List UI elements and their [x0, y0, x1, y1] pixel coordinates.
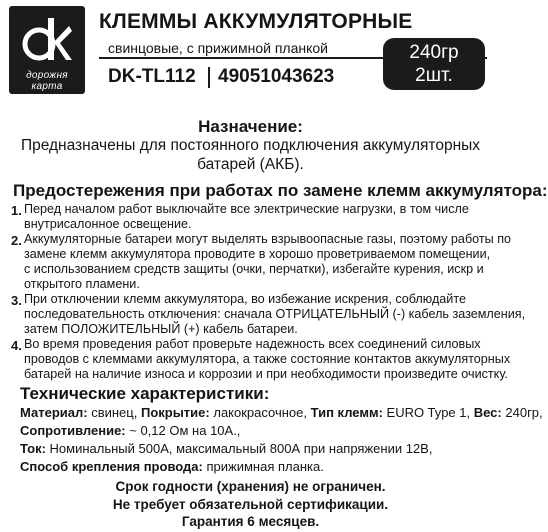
precautions-heading: Предостережения при работах по замене клемм аккумулятора:: [13, 181, 548, 200]
certification-note: Не требует обязательной сертификации.: [112, 497, 389, 512]
precaution-line: последовательность отключения: сначала ОТРИЦАТЕЛЬНЫЙ (-) кабель заземления,: [24, 307, 526, 321]
dk-monogram-icon: [21, 16, 73, 64]
spec-value: EURO Type 1,: [386, 405, 471, 420]
precaution-line: открытого пламени.: [24, 277, 140, 291]
article-number: 49051043623: [218, 66, 335, 87]
spec-value: ~ 0,12 Ом на 10А.,: [129, 423, 241, 438]
spec-label: Ток:: [20, 441, 46, 456]
spec-value: лакокрасочное,: [213, 405, 307, 420]
spec-label: Материал:: [20, 405, 88, 420]
precaution-line: замене клемм аккумулятора проводите в хорошо проветриваемом помещении,: [24, 247, 491, 261]
warranty-note: Гарантия 6 месяцев.: [181, 514, 320, 529]
spec-label: Сопротивление:: [20, 423, 126, 438]
precaution-line: При отключении клемм аккумулятора, во избежание искрения, соблюдайте: [24, 292, 466, 306]
brand-logo: [9, 6, 85, 94]
spec-line-material: [20, 405, 543, 420]
spec-label: Способ крепления провода:: [20, 459, 203, 474]
model-separator: [208, 67, 210, 88]
precaution-line: с использованием средств защиты (очки, перчатки), избегайте курения, искр и: [24, 262, 484, 276]
precaution-line: Аккумуляторные батареи могут выделять взрывоопасные газы, поэтому работы по: [24, 232, 512, 246]
spec-line-current: [20, 441, 432, 456]
spec-value: Номинальный 500А, максимальный 800А при напряжении 12В,: [49, 441, 433, 456]
spec-label: Тип клемм:: [310, 405, 383, 420]
purpose-line: батарей (АКБ).: [197, 156, 304, 173]
spec-value: 240гр,: [505, 405, 543, 420]
product-title: КЛЕММЫ АККУМУЛЯТОРНЫЕ: [99, 10, 413, 33]
logo-text-line1: дорожня: [26, 70, 68, 81]
precaution-number: 2.: [11, 233, 22, 248]
spec-label: Вес:: [473, 405, 502, 420]
shelf-life-note: Срок годности (хранения) не ограничен.: [115, 479, 386, 494]
pack-quantity: 2шт.: [415, 65, 453, 86]
purpose-line: Предназначены для постоянного подключения аккумуляторных: [20, 137, 481, 154]
spec-line-mount: [20, 459, 324, 474]
product-subtitle: свинцовые, с прижимной планкой: [108, 40, 328, 56]
pack-badge: [383, 38, 485, 90]
specs-heading: Технические характеристики:: [20, 384, 270, 403]
logo-text-line2: карта: [31, 81, 63, 92]
precaution-number: 3.: [11, 293, 22, 308]
precaution-line: внутрисалонное освещение.: [24, 217, 192, 231]
precaution-line: Перед началом работ выключайте все электрические нагрузки, в том числе: [24, 202, 469, 216]
precaution-number: 1.: [11, 203, 22, 218]
precaution-number: 4.: [11, 338, 22, 353]
precaution-line: проводов с клеммами аккумулятора, а также состояние контактов аккумуляторных: [24, 352, 511, 366]
precaution-line: Во время проведения работ проверьте надежность всех соединений силовых: [24, 337, 481, 351]
spec-value: свинец,: [91, 405, 138, 420]
precaution-line: батарей на наличие износа и коррозии и при необходимости произведите очистку.: [24, 367, 508, 381]
spec-label: Покрытие:: [140, 405, 210, 420]
purpose-heading: Назначение:: [198, 117, 303, 136]
precaution-line: затем ПОЛОЖИТЕЛЬНЫЙ (+) кабель батареи.: [24, 322, 298, 336]
model-code: DK-TL112: [108, 66, 196, 87]
spec-line-resistance: [20, 423, 240, 438]
pack-weight: 240гр: [409, 42, 459, 63]
spec-value: прижимная планка.: [206, 459, 324, 474]
